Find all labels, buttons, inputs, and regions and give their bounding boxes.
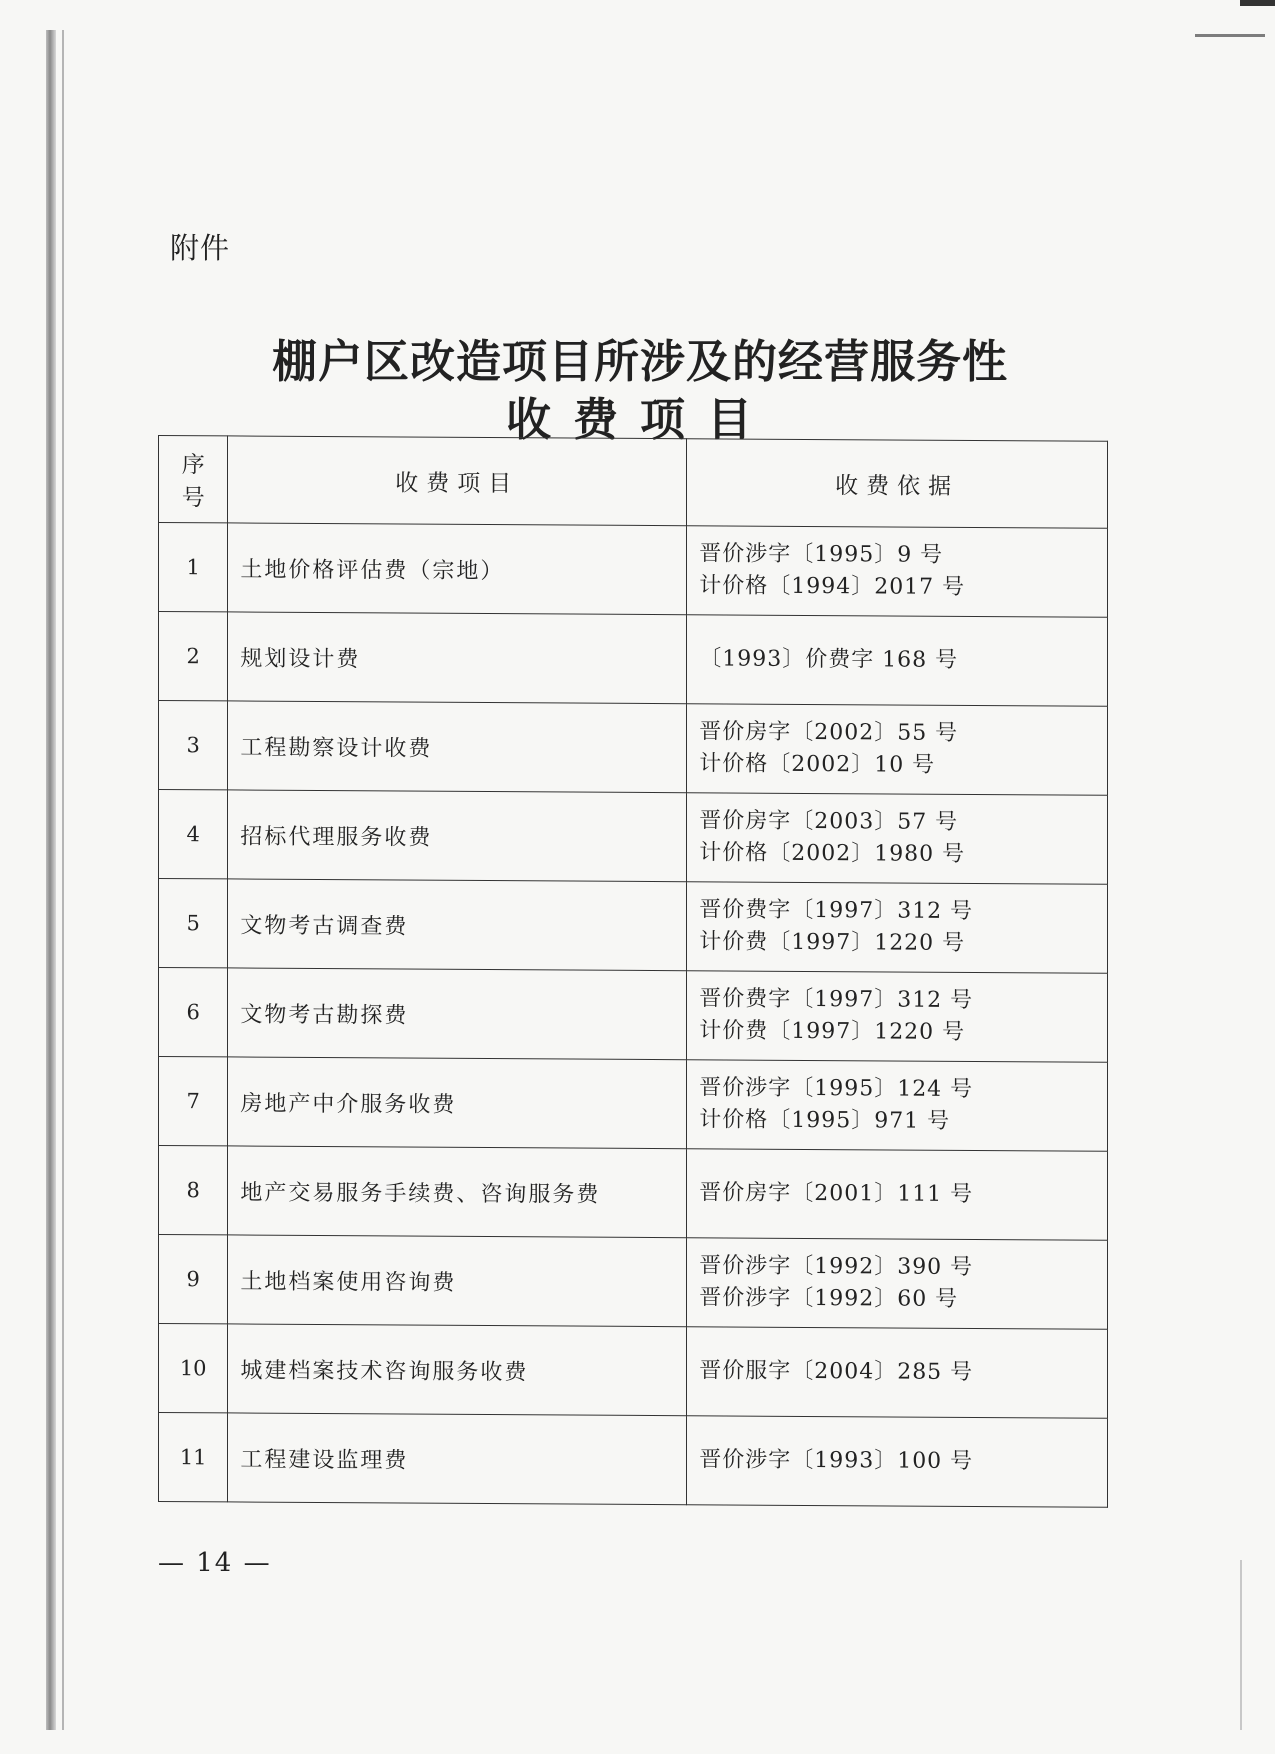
row-fee-basis (687, 882, 1108, 974)
attachment-label: 附件 (170, 231, 231, 265)
scan-corner-mark (1240, 0, 1275, 6)
table-row (159, 1146, 1108, 1241)
row-fee-item: 文物考古调查费 (228, 879, 687, 971)
fee-items-table (158, 435, 1108, 1508)
row-serial-number: 1 (159, 523, 228, 612)
fee-basis-reference: 计价费〔1997〕1220 号 (699, 929, 966, 956)
table-row (159, 612, 1108, 707)
row-serial-number: 3 (159, 701, 228, 790)
fee-basis-reference: 晋价费字〔1997〕312 号 (699, 897, 974, 924)
fee-basis-reference: 晋价房字〔2002〕55 号 (699, 719, 959, 746)
header-serial-number: 序号 (159, 436, 228, 523)
row-fee-item: 文物考古勘探费 (228, 968, 687, 1060)
row-fee-basis (687, 1149, 1108, 1241)
row-serial-number: 10 (159, 1324, 228, 1413)
row-fee-item: 地产交易服务手续费、咨询服务费 (228, 1146, 687, 1238)
table-row (159, 1324, 1108, 1419)
header-fee-item: 收费项目 (228, 436, 687, 526)
scan-binding-edge (46, 30, 56, 1730)
fee-basis-reference: 计价费〔1997〕1220 号 (699, 1018, 966, 1045)
fee-basis-reference: 〔1993〕价费字 168 号 (699, 646, 959, 673)
row-serial-number: 2 (159, 612, 228, 701)
row-fee-item: 规划设计费 (228, 612, 687, 704)
table-row (159, 879, 1108, 974)
row-fee-basis (687, 1416, 1108, 1508)
row-fee-item: 招标代理服务收费 (228, 790, 687, 882)
row-fee-item: 工程勘察设计收费 (228, 701, 687, 793)
table-row (159, 523, 1108, 618)
row-serial-number: 11 (159, 1413, 228, 1502)
fee-basis-reference: 晋价房字〔2001〕111 号 (699, 1180, 974, 1207)
row-serial-number: 6 (159, 968, 228, 1057)
table-body (159, 523, 1108, 1508)
document-title-line-2: 收费项目 (505, 393, 774, 446)
fee-basis-reference: 晋价涉字〔1995〕124 号 (699, 1075, 974, 1102)
fee-basis-reference: 计价格〔1994〕2017 号 (699, 573, 966, 600)
header-fee-basis: 收费依据 (687, 439, 1108, 529)
row-fee-basis (687, 1327, 1108, 1419)
row-serial-number: 8 (159, 1146, 228, 1235)
fee-basis-reference: 晋价涉字〔1993〕100 号 (699, 1447, 974, 1474)
scan-right-edge (1240, 1560, 1242, 1730)
table-row (159, 790, 1108, 885)
row-serial-number: 7 (159, 1057, 228, 1146)
table-row (159, 1057, 1108, 1152)
page-number: — 14 — (158, 1548, 272, 1578)
row-fee-basis (687, 971, 1108, 1063)
table-row (159, 701, 1108, 796)
fee-basis-reference: 晋价涉字〔1992〕390 号 (699, 1253, 974, 1280)
fee-basis-reference: 晋价费字〔1997〕312 号 (699, 986, 974, 1013)
table-header-row (159, 436, 1108, 529)
fee-basis-reference: 计价格〔1995〕971 号 (699, 1107, 951, 1134)
row-fee-item: 土地价格评估费（宗地） (228, 523, 687, 615)
fee-basis-reference: 计价格〔2002〕10 号 (699, 751, 936, 778)
scan-binding-line (62, 30, 64, 1730)
fee-basis-reference: 晋价服字〔2004〕285 号 (699, 1358, 974, 1385)
row-fee-item: 城建档案技术咨询服务收费 (228, 1324, 687, 1416)
fee-basis-reference: 晋价涉字〔1995〕9 号 (699, 541, 944, 568)
row-fee-basis (687, 793, 1108, 885)
row-fee-basis (687, 1238, 1108, 1330)
table-row (159, 1413, 1108, 1508)
table-row (159, 1235, 1108, 1330)
fee-basis-reference: 晋价房字〔2003〕57 号 (699, 808, 959, 835)
row-fee-item: 工程建设监理费 (228, 1413, 687, 1505)
row-fee-basis (687, 526, 1108, 618)
row-fee-item: 房地产中介服务收费 (228, 1057, 687, 1149)
table-row (159, 968, 1108, 1063)
document-title-line-1: 棚户区改造项目所涉及的经营服务性 (271, 335, 1008, 388)
row-serial-number: 4 (159, 790, 228, 879)
fee-basis-reference: 晋价涉字〔1992〕60 号 (699, 1285, 959, 1312)
row-fee-basis (687, 615, 1108, 707)
row-fee-basis (687, 704, 1108, 796)
row-serial-number: 5 (159, 879, 228, 968)
scan-top-rule (1195, 34, 1265, 37)
row-serial-number: 9 (159, 1235, 228, 1324)
fee-basis-reference: 计价格〔2002〕1980 号 (699, 840, 966, 867)
row-fee-item: 土地档案使用咨询费 (228, 1235, 687, 1327)
row-fee-basis (687, 1060, 1108, 1152)
